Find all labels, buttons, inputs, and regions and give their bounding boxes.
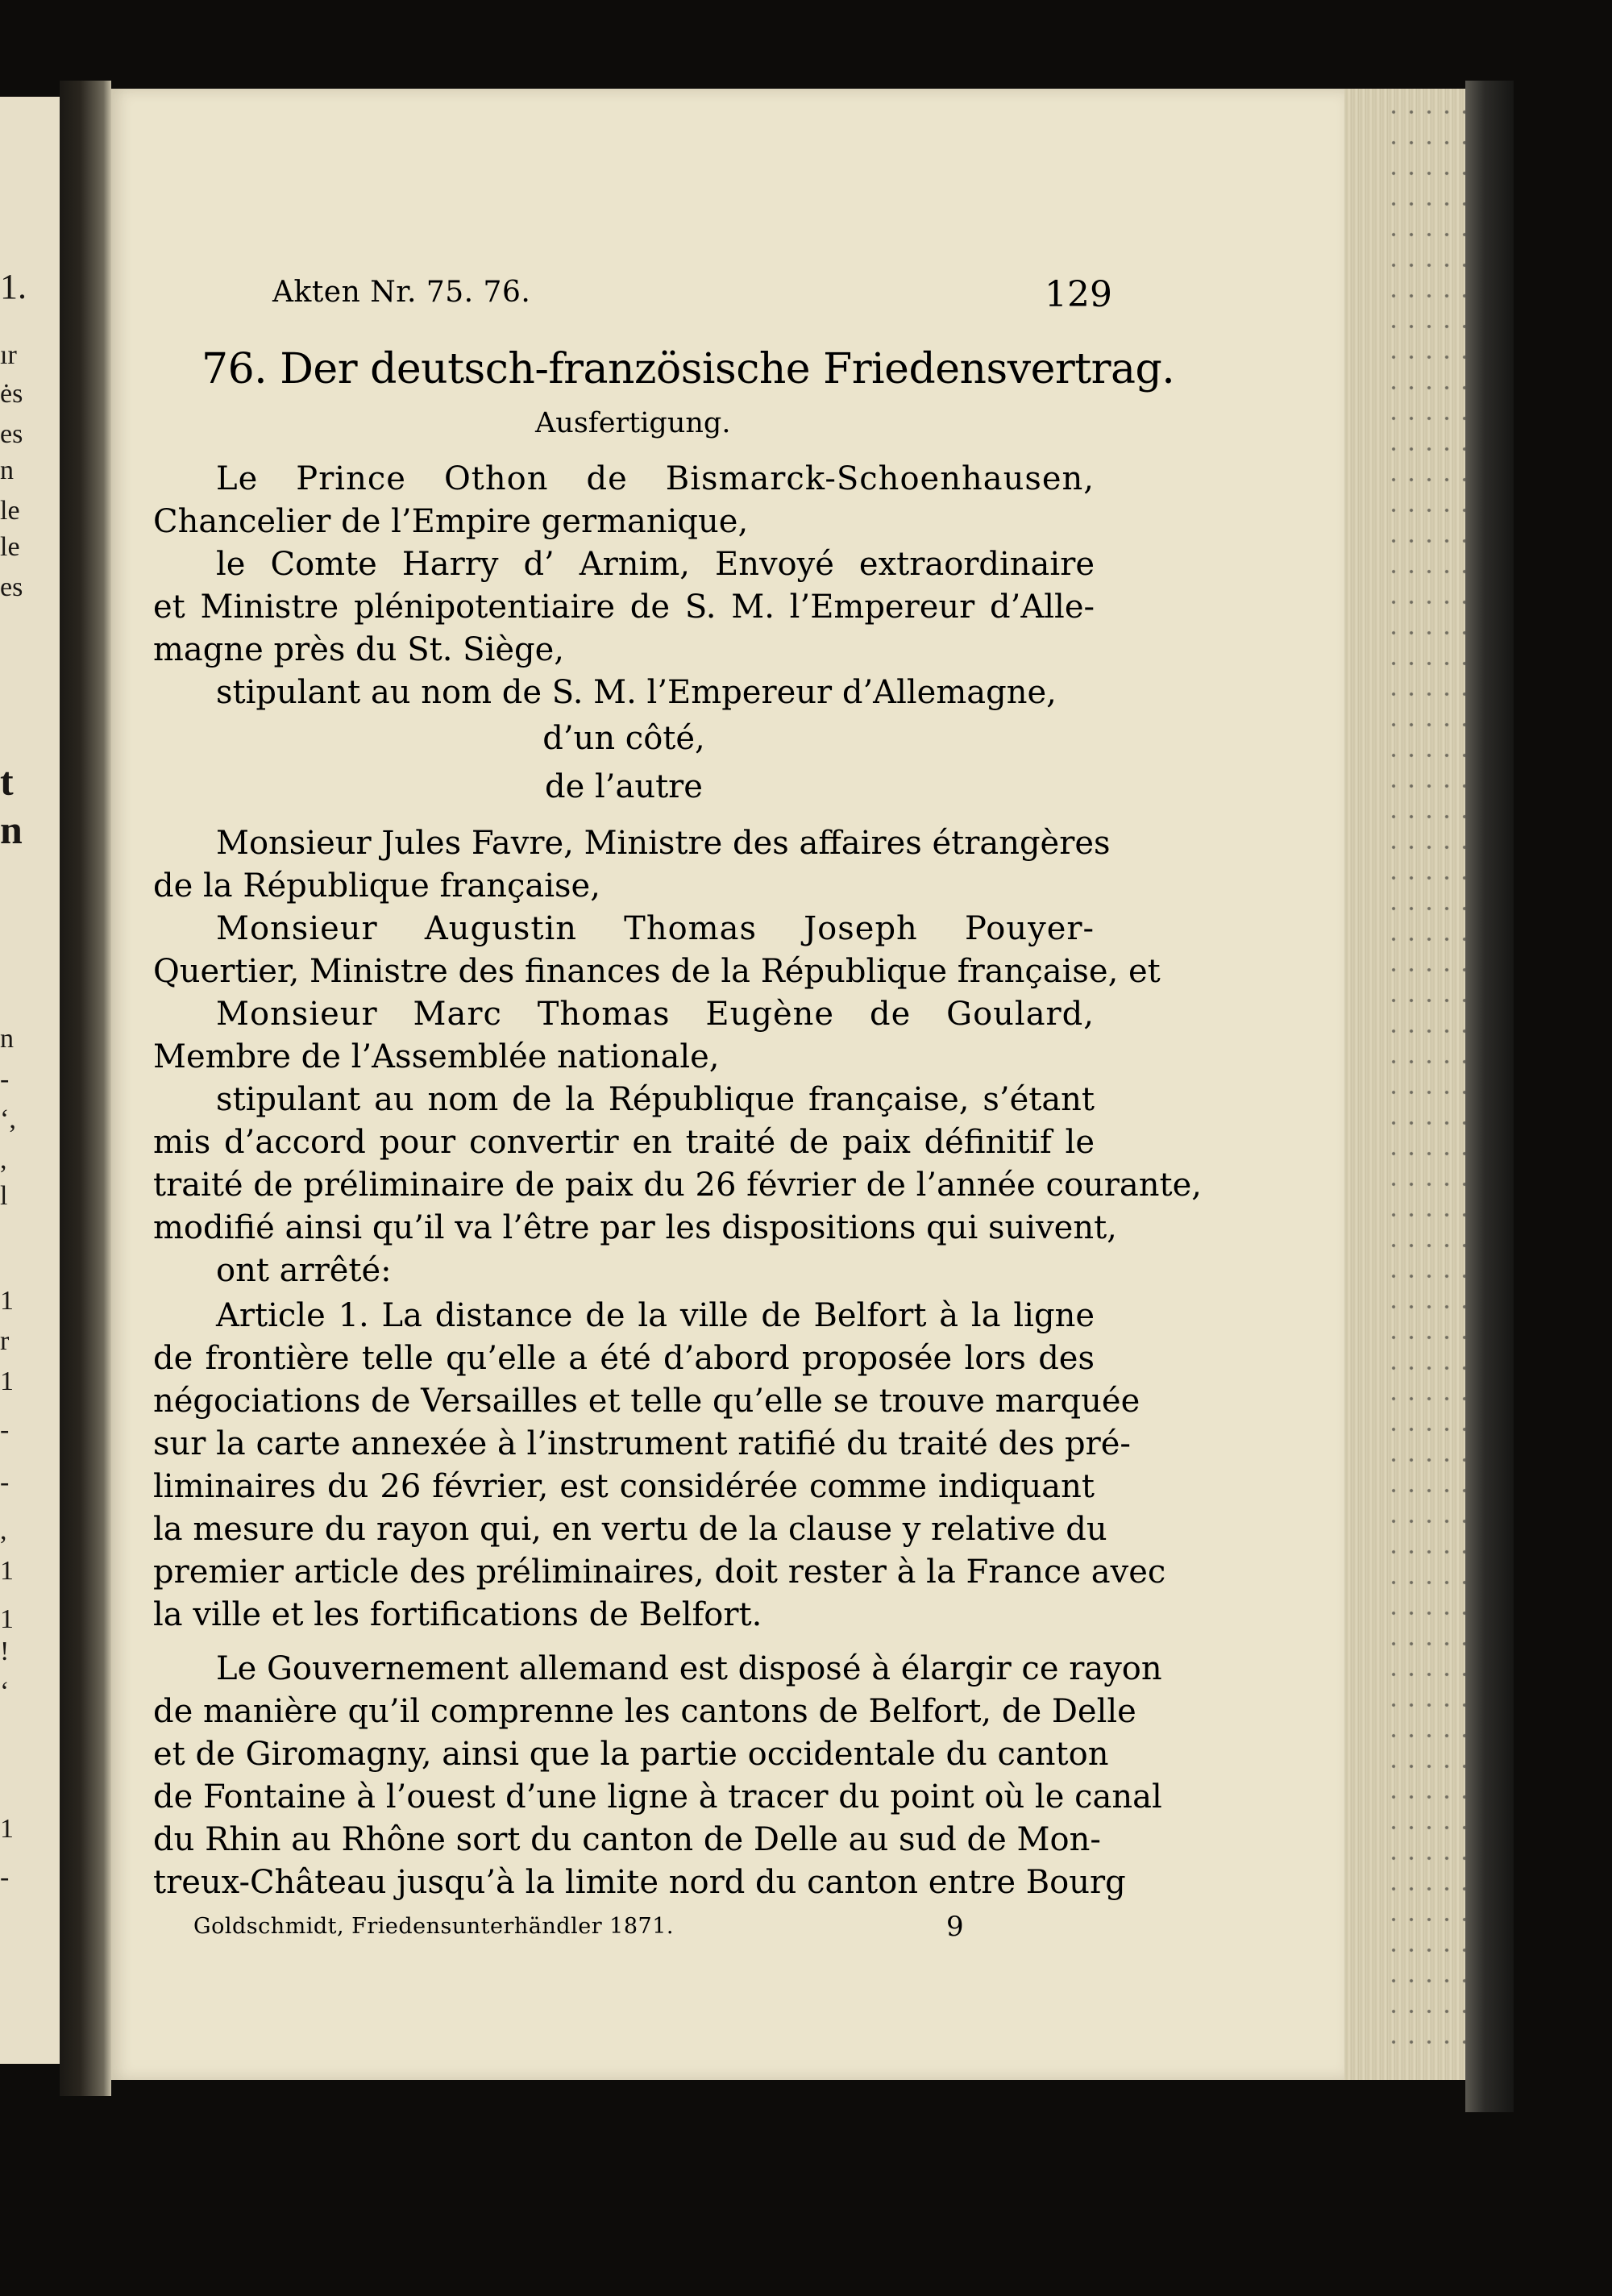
- facing-fragment: 1: [0, 1814, 14, 1844]
- body-line: mis d’accord pour convertir en traité de paix définitif le: [153, 1124, 1095, 1161]
- body-line: liminaires du 26 février, est considérée comme indiquant: [153, 1468, 1095, 1505]
- body-line: Membre de l’Assemblée nationale,: [153, 1038, 720, 1075]
- facing-fragment: 1: [0, 1286, 14, 1316]
- facing-fragment: ‘,: [0, 1104, 16, 1134]
- facing-fragment: 1: [0, 1604, 14, 1634]
- body-line: d’un côté,: [542, 720, 705, 757]
- facing-fragment: ır: [0, 340, 17, 370]
- body-line: négociations de Versailles et telle qu’elle se trouve marquée: [153, 1383, 1140, 1420]
- signature-mark: 9: [946, 1911, 964, 1943]
- document-subtitle: Ausfertigung.: [535, 407, 731, 439]
- body-line: Quertier, Ministre des finances de la République française, et: [153, 953, 1161, 990]
- book-gutter: [60, 81, 111, 2096]
- body-line: et Ministre plénipotentiaire de S. M. l’Empereur d’Alle-: [153, 589, 1095, 626]
- facing-fragment: es: [0, 419, 23, 449]
- body-line: du Rhin au Rhône sort du canton de Delle au sud de Mon-: [153, 1821, 1101, 1858]
- running-head: Akten Nr. 75. 76.: [272, 276, 531, 309]
- body-line: treux-Château jusqu’à la limite nord du canton entre Bourg: [153, 1864, 1126, 1901]
- body-line: Monsieur Jules Favre, Ministre des affaires étrangères: [216, 825, 1111, 862]
- body-line: magne près du St. Siège,: [153, 631, 565, 668]
- page-number: 129: [1045, 274, 1112, 315]
- document-title: 76. Der deutsch-französische Friedensvertrag.: [202, 345, 1175, 393]
- facing-page-fragments: [0, 97, 60, 2064]
- article-line: Article 1. La distance de la ville de Belfort à la ligne: [216, 1297, 1095, 1334]
- body-line: Monsieur Marc Thomas Eugène de Goulard,: [216, 996, 1095, 1033]
- body-line: traité de préliminaire de paix du 26 février de l’année courante,: [153, 1167, 1202, 1204]
- facing-fragment: -: [0, 1064, 10, 1094]
- body-line: Monsieur Augustin Thomas Joseph Pouyer-: [216, 910, 1095, 947]
- facing-fragment: ,: [0, 1516, 7, 1545]
- facing-fragment: n: [0, 1024, 14, 1054]
- body-line: la ville et les fortifications de Belfort.: [153, 1596, 762, 1633]
- facing-fragment: r: [0, 1326, 10, 1356]
- body-line: Le Prince Othon de Bismarck-Schoenhausen,: [216, 460, 1095, 497]
- body-line: la mesure du rayon qui, en vertu de la clause y relative du: [153, 1511, 1107, 1548]
- body-line: stipulant au nom de la République française, s’étant: [216, 1081, 1095, 1118]
- facing-fragment: le: [0, 496, 20, 526]
- facing-fragment: 1.: [0, 267, 27, 306]
- facing-fragment: ‘: [0, 1677, 10, 1707]
- body-line: de l’autre: [545, 768, 703, 805]
- facing-fragment: -: [0, 1467, 10, 1497]
- facing-fragment: ės: [0, 379, 23, 409]
- facing-fragment: ,: [0, 1145, 7, 1175]
- facing-fragment: le: [0, 532, 20, 562]
- body-line: de manière qu’il comprenne les cantons de Belfort, de Delle: [153, 1693, 1136, 1730]
- body-line: de Fontaine à l’ouest d’une ligne à tracer du point où le canal: [153, 1778, 1162, 1816]
- body-line: de la République française,: [153, 867, 600, 905]
- body-line: stipulant au nom de S. M. l’Empereur d’Allemagne,: [216, 674, 1057, 711]
- body-line: Chancelier de l’Empire germanique,: [153, 503, 749, 540]
- body-line: Le Gouvernement allemand est disposé à élargir ce rayon: [216, 1650, 1162, 1687]
- book-binding: [1465, 81, 1514, 2112]
- facing-fragment: t: [0, 759, 14, 804]
- body-line: ont arrêté:: [216, 1252, 392, 1289]
- facing-fragment: 1: [0, 1366, 14, 1396]
- body-line: et de Giromagny, ainsi que la partie occidentale du canton: [153, 1736, 1109, 1773]
- body-line: modifié ainsi qu’il va l’être par les dispositions qui suivent,: [153, 1209, 1117, 1246]
- facing-fragment: l: [0, 1181, 8, 1211]
- signature-footer: Goldschmidt, Friedensunterhändler 1871.: [193, 1914, 674, 1939]
- facing-fragment: -: [0, 1862, 10, 1892]
- facing-fragment: n: [0, 455, 14, 485]
- body-line: sur la carte annexée à l’instrument ratifié du traité des pré-: [153, 1425, 1131, 1462]
- facing-fragment: -: [0, 1415, 10, 1445]
- facing-fragment: !: [0, 1637, 10, 1666]
- binding-speckle: [1385, 97, 1473, 2064]
- facing-page: [0, 97, 60, 2064]
- facing-fragment: n: [0, 807, 23, 852]
- body-line: le Comte Harry d’ Arnim, Envoyé extraordinaire: [216, 546, 1095, 583]
- body-line: premier article des préliminaires, doit rester à la France avec: [153, 1554, 1166, 1591]
- facing-fragment: es: [0, 572, 23, 602]
- body-line: de frontière telle qu’elle a été d’abord proposée lors des: [153, 1340, 1095, 1377]
- facing-fragment: 1: [0, 1556, 14, 1586]
